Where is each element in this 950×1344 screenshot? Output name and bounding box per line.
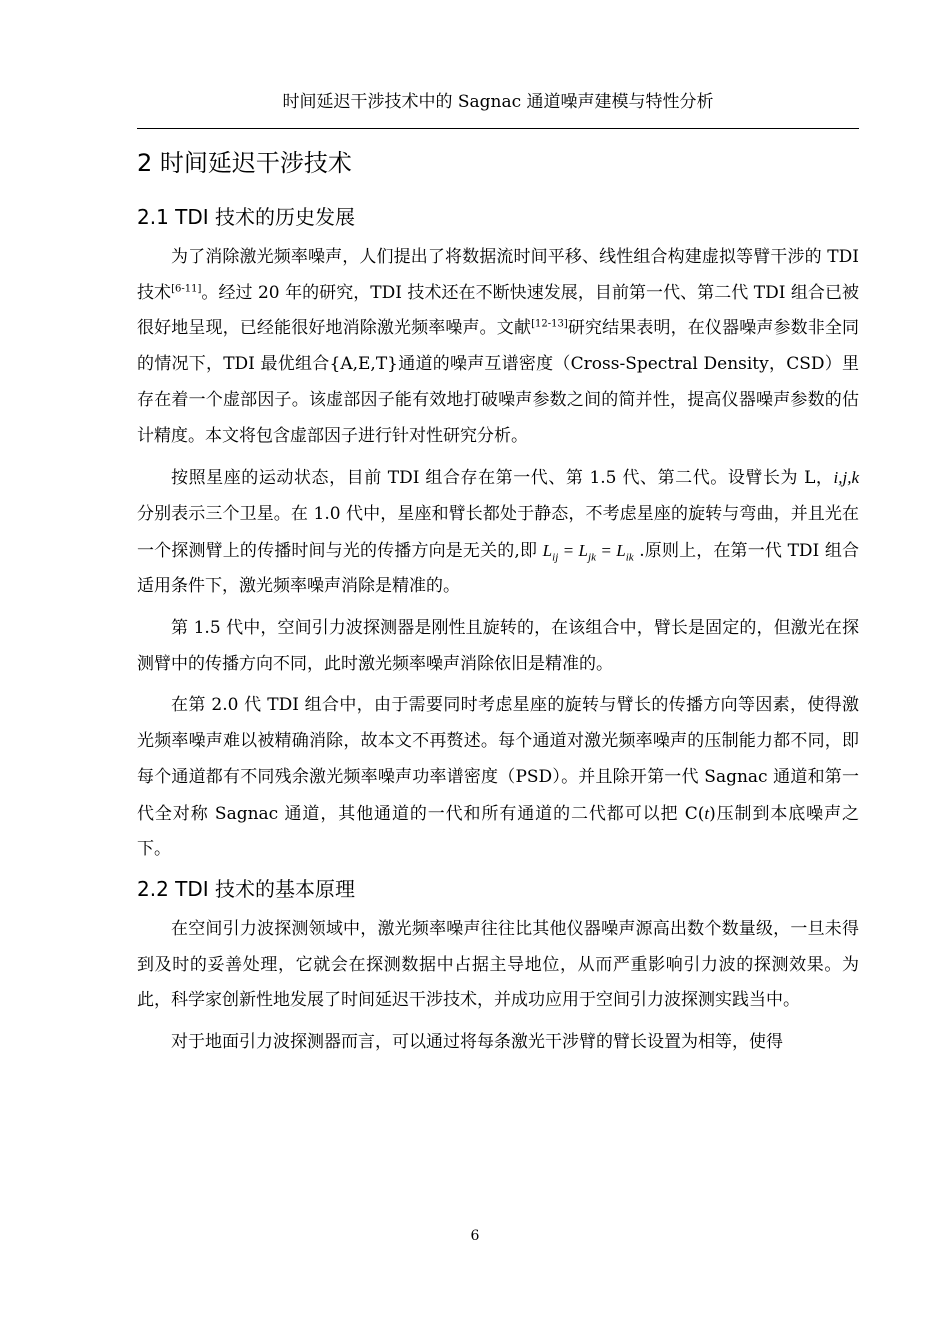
paragraph: 第 1.5 代中，空间引力波探测器是刚性且旋转的，在该组合中，臂长是固定的，但激光在探测臂中的传播方向不同，此时激光频率噪声消除依旧是精准的。 (137, 618, 859, 674)
running-header: 时间延迟干涉技术中的 Sagnac 通道噪声建模与特性分析 (282, 92, 714, 112)
section-2-1-title: 2.1 TDI 技术的历史发展 (137, 205, 356, 229)
paragraph: 按照星座的运动状态，目前 TDI 组合存在第一代、第 1.5 代、第二代。设臂长为 L，i,j,k 分别表示三个卫星。在 1.0 代中，星座和臂长都处于静态，不考虑星座的旋转与弯曲，并且光在一个探测臂上的传播时间与光的传播方向是无关的,即 $L_{ij} = L_{jk} = L_{ik}$ .原则上，在第一代 TDI 组合适用条件下，激光频率噪声消除是精准的。 (137, 468, 859, 597)
citation: [12-13] (531, 318, 568, 330)
paragraph: 在空间引力波探测领域中，激光频率噪声往往比其他仪器噪声源高出数个数量级，一旦未得到及时的妥善处理，它就会在探测数据中占据主导地位，从而严重影响引力波的探测效果。为此，科学家创新性地发展了时间延迟干涉技术，并成功应用于空间引力波探测实践当中。 (137, 918, 859, 1011)
citation: [6-11] (171, 283, 202, 295)
header-rule (137, 128, 859, 129)
section-2-2-title: 2.2 TDI 技术的基本原理 (137, 876, 356, 901)
math-variable: i,j,k (833, 468, 859, 488)
math-equation: $L_{ij} = L_{jk} = L_{ik}$ (542, 540, 634, 564)
paragraph: 在第 2.0 代 TDI 组合中，由于需要同时考虑星座的旋转与臂长的传播方向等因素，使得激光频率噪声难以被精确消除，故本文不再赘述。每个通道对激光频率噪声的压制能力都不同，即每个通道都有不同残余激光频率噪声功率谱密度（PSD）。并且除开第一代 Sagnac 通道和第一代全对称 Sagnac 通道，其他通道的一代和所有通道的二代都可以把 C(t)压制到本底噪声之下。 (137, 695, 859, 860)
page-number: 6 (470, 1228, 480, 1244)
chapter-title: 2 时间延迟干涉技术 (137, 149, 352, 177)
paragraph: 对于地面引力波探测器而言，可以通过将每条激光干涉臂的臂长设置为相等，使得 (171, 1032, 783, 1053)
page-body (137, 142, 859, 1067)
paragraph: 为了消除激光频率噪声，人们提出了将数据流时间平移、线性组合构建虚拟等臂干涉的 TDI 技术[6-11]。经过 20 年的研究，TDI 技术还在不断快速发展，目前第一代、第二代 TDI 组合已被很好地呈现，已经能很好地消除激光频率噪声。文献[12-13]研究结果表明，在仪器噪声参数非全同的情况下，TDI 最优组合{A,E,T}通道的噪声互谱密度（Cross-Spectral Density，CSD）里存在着一个虚部因子。该虚部因子能有效地打破噪声参数之间的简并性，提高仪器噪声参数的估计精度。本文将包含虚部因子进行针对性研究分析。 (137, 247, 860, 446)
